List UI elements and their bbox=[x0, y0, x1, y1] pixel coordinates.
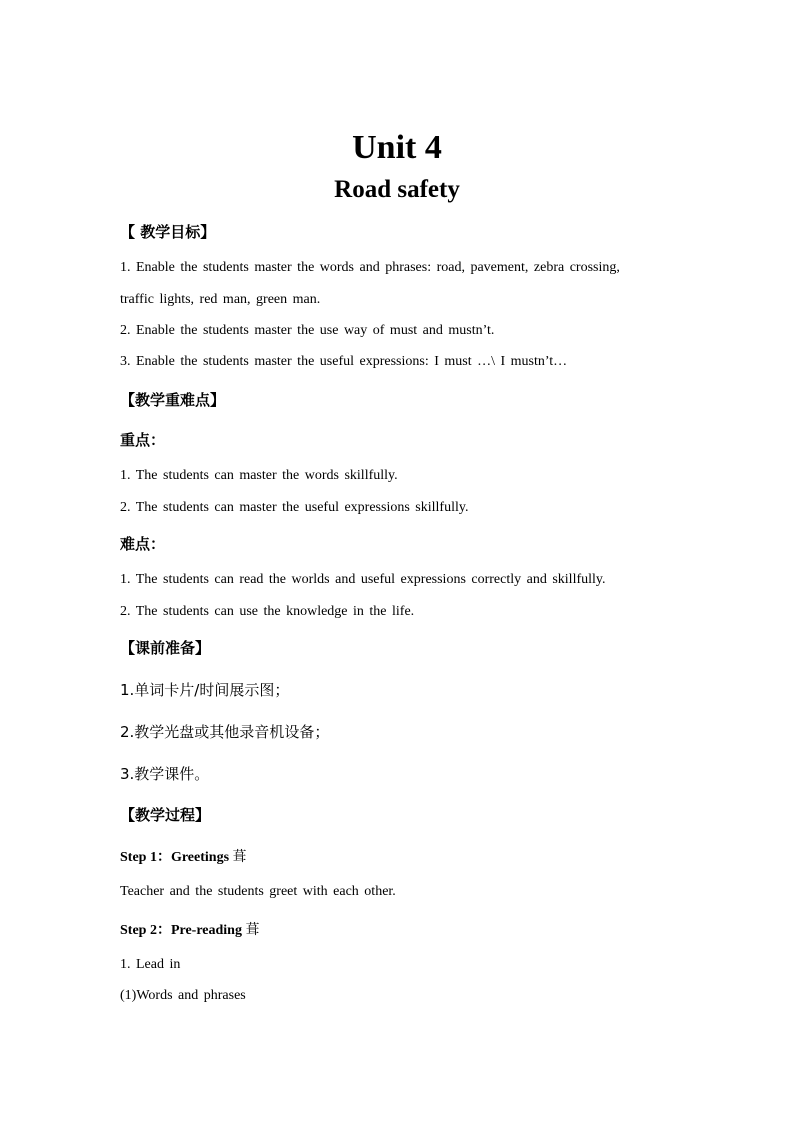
step2-item: 1. Lead in bbox=[120, 957, 181, 972]
step2-mark: 葺 bbox=[245, 922, 260, 938]
objective-line: 3. Enable the students master the useful expressions: I must …\ I mustn’t… bbox=[120, 354, 568, 369]
step1-text: Teacher and the students greet with each other. bbox=[120, 884, 396, 899]
focus-item: 1. The students can master the words skillfully. bbox=[120, 468, 398, 483]
preparation-item: 3.教学课件。 bbox=[120, 765, 210, 783]
step2-item: (1)Words and phrases bbox=[120, 988, 246, 1003]
step2-heading bbox=[120, 920, 259, 941]
focus-item: 2. The students can master the useful expressions skillfully. bbox=[120, 500, 469, 515]
page-title: Unit 4 bbox=[352, 129, 442, 166]
section-heading-objectives: 【 教学目标】 bbox=[120, 223, 216, 241]
page-subtitle: Road safety bbox=[334, 176, 460, 203]
preparation-item: 2.教学光盘或其他录音机设备； bbox=[120, 723, 330, 741]
objective-line: traffic lights, red man, green man. bbox=[120, 292, 321, 307]
difficulty-label: 难点： bbox=[120, 535, 166, 553]
difficulty-item: 1. The students can read the worlds and useful expressions correctly and skillfully. bbox=[120, 572, 606, 587]
objective-line: 2. Enable the students master the use way of must and mustn’t. bbox=[120, 323, 495, 338]
step1-title: Step 1：Greetings bbox=[120, 850, 230, 865]
section-heading-key-points: 【教学重难点】 bbox=[120, 391, 226, 409]
preparation-item: 1.单词卡片/时间展示图； bbox=[120, 681, 290, 699]
step1-mark: 葺 bbox=[232, 849, 247, 865]
difficulty-item: 2. The students can use the knowledge in the life. bbox=[120, 604, 415, 619]
objective-line: 1. Enable the students master the words and phrases: road, pavement, zebra crossing, bbox=[120, 260, 620, 275]
step2-title: Step 2：Pre-reading bbox=[120, 923, 242, 938]
focus-label: 重点： bbox=[120, 431, 166, 449]
section-heading-process: 【教学过程】 bbox=[120, 806, 211, 824]
section-heading-preparation: 【课前准备】 bbox=[120, 639, 211, 657]
step1-heading bbox=[120, 847, 247, 868]
